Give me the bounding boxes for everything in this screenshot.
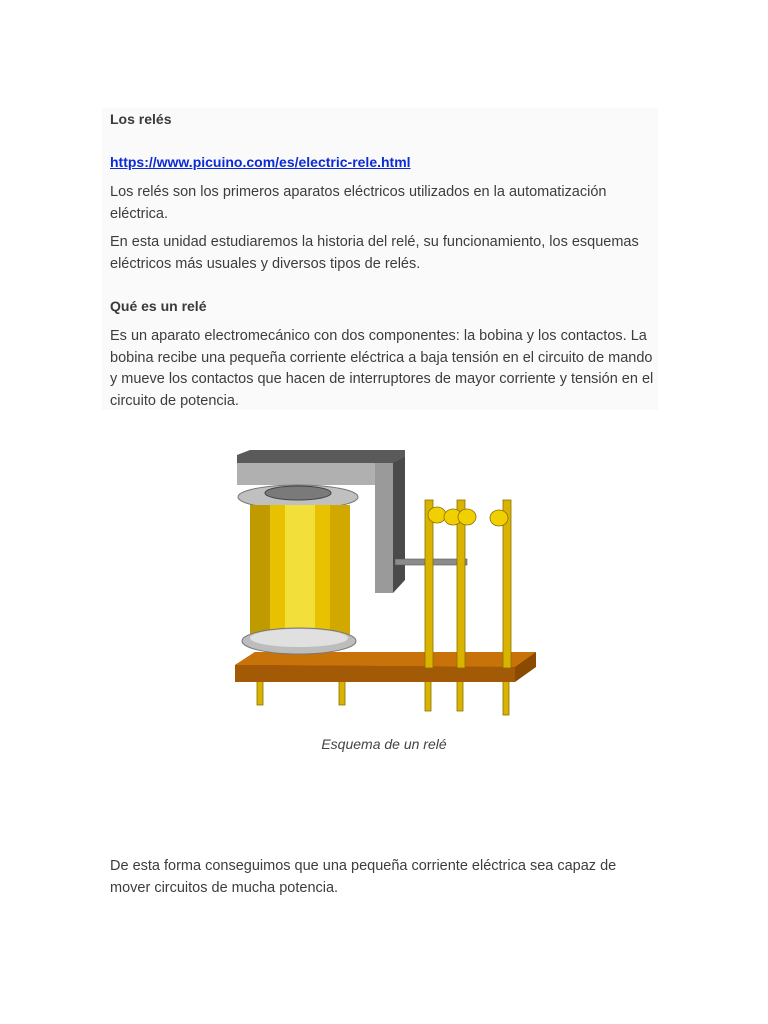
section-title-que-es: Qué es un relé (110, 298, 207, 314)
figure-caption: Esquema de un relé (321, 736, 447, 752)
intro-paragraph-1: Los relés son los primeros aparatos eléctricos utilizados en la automatización eléctrica. (110, 184, 607, 222)
definition-paragraph: Es un aparato electromecánico con dos componentes: la bobina y los contactos. La bobina recibe una pequeña corriente eléctrica a baja tensión en el circuito de mando y mueve los contactos que hacen de interruptores de mayor corriente y tensión en el circuito de potencia. (110, 328, 654, 409)
relay-diagram (225, 445, 545, 720)
intro-paragraph-2: En esta unidad estudiaremos la historia del relé, su funcionamiento, los esquemas eléctricos más usuales y diversos tipos de relés. (110, 234, 639, 272)
picuino-link[interactable]: https://www.picuino.com/es/electric-rele.html (110, 154, 411, 170)
closing-paragraph: De esta forma conseguimos que una pequeña corriente eléctrica sea capaz de mover circuitos de mucha potencia. (110, 858, 617, 896)
section-title-los-reles: Los relés (110, 111, 172, 127)
